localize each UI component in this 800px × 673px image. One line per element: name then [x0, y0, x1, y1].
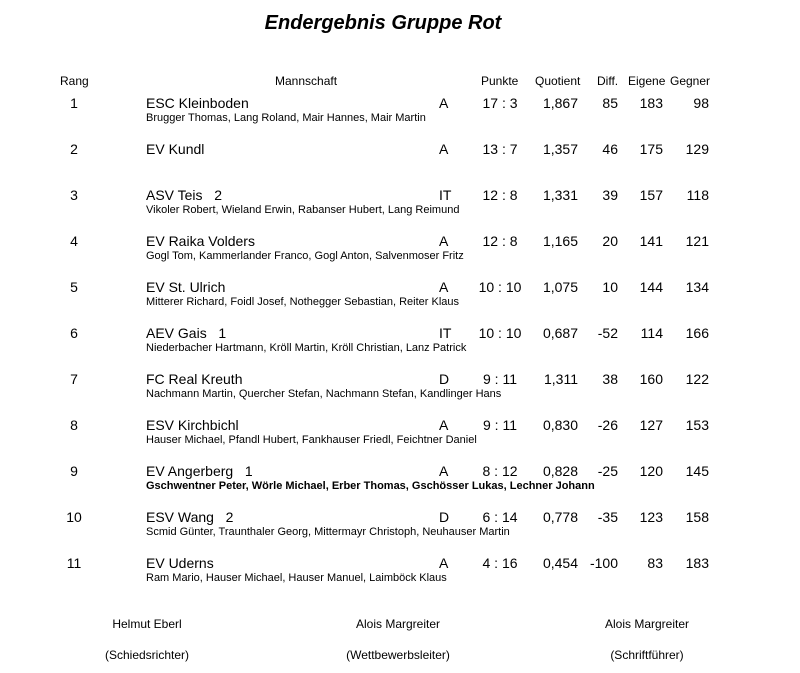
cell-players: Scmid Günter, Traunthaler Georg, Mittermayr Christoph, Neuhauser Martin — [146, 526, 510, 538]
signature-name-1: Helmut Eberl — [112, 617, 182, 631]
cell-quotient: 1,867 — [542, 95, 578, 111]
cell-rang: 9 — [70, 463, 78, 479]
header-rang: Rang — [60, 74, 89, 88]
cell-rang: 10 — [66, 509, 82, 525]
cell-rang: 5 — [70, 279, 78, 295]
cell-punkte: 17 : 3 — [482, 95, 518, 111]
cell-gegner: 129 — [685, 141, 709, 157]
cell-punkte: 10 : 10 — [478, 279, 522, 295]
cell-punkte: 8 : 12 — [482, 463, 518, 479]
cell-country: D — [439, 509, 450, 525]
cell-rang: 8 — [70, 417, 78, 433]
cell-players: Brugger Thomas, Lang Roland, Mair Hannes, Mair Martin — [146, 112, 426, 124]
cell-diff: -100 — [589, 555, 618, 571]
cell-quotient: 0,828 — [542, 463, 578, 479]
cell-gegner: 98 — [693, 95, 709, 111]
cell-gegner: 153 — [685, 417, 709, 433]
header-diff: Diff. — [597, 74, 619, 88]
cell-eigene: 83 — [647, 555, 663, 571]
cell-country: D — [439, 371, 450, 387]
cell-rang: 2 — [70, 141, 78, 157]
header-eigene: Eigene — [628, 74, 666, 88]
cell-quotient: 1,165 — [542, 233, 578, 249]
header-mannschaft: Mannschaft — [275, 74, 338, 88]
cell-diff: 38 — [602, 371, 618, 387]
cell-team-name: EV Kundl — [146, 141, 205, 157]
cell-eigene: 120 — [639, 463, 663, 479]
header-quotient: Quotient — [535, 74, 581, 88]
cell-eigene: 144 — [639, 279, 663, 295]
cell-eigene: 123 — [639, 509, 663, 525]
cell-country: IT — [439, 325, 452, 341]
signature-role-1: (Schiedsrichter) — [104, 648, 190, 662]
cell-diff: -52 — [597, 325, 618, 341]
cell-rang: 7 — [70, 371, 78, 387]
cell-gegner: 134 — [685, 279, 709, 295]
cell-players: Niederbacher Hartmann, Kröll Martin, Kröll Christian, Lanz Patrick — [146, 342, 467, 354]
cell-punkte: 12 : 8 — [482, 187, 518, 203]
cell-diff: 85 — [602, 95, 618, 111]
cell-players: Mitterer Richard, Foidl Josef, Nothegger Sebastian, Reiter Klaus — [146, 296, 460, 308]
cell-punkte: 10 : 10 — [478, 325, 522, 341]
cell-country: A — [439, 279, 449, 295]
cell-punkte: 6 : 14 — [482, 509, 518, 525]
cell-quotient: 0,454 — [542, 555, 578, 571]
cell-gegner: 158 — [685, 509, 709, 525]
cell-eigene: 175 — [639, 141, 663, 157]
page-title: Endergebnis Gruppe Rot — [264, 12, 502, 34]
cell-gegner: 183 — [685, 555, 709, 571]
cell-country: A — [439, 95, 449, 111]
cell-rang: 6 — [70, 325, 78, 341]
cell-eigene: 141 — [639, 233, 663, 249]
cell-eigene: 183 — [639, 95, 663, 111]
signature-role-3: (Schriftführer) — [610, 648, 684, 662]
cell-country: A — [439, 141, 449, 157]
cell-diff: -25 — [597, 463, 618, 479]
cell-team-name: ASV Teis 2 — [146, 187, 223, 203]
cell-players: Gogl Tom, Kammerlander Franco, Gogl Anton, Salvenmoser Fritz — [146, 250, 464, 262]
cell-gegner: 166 — [685, 325, 709, 341]
cell-eigene: 157 — [639, 187, 663, 203]
cell-punkte: 9 : 11 — [483, 371, 517, 387]
cell-players: Nachmann Martin, Quercher Stefan, Nachmann Stefan, Kandlinger Hans — [146, 388, 502, 400]
cell-quotient: 1,311 — [544, 371, 578, 387]
cell-eigene: 160 — [639, 371, 663, 387]
header-gegner: Gegner — [670, 74, 711, 88]
cell-rang: 11 — [66, 555, 82, 571]
cell-diff: -35 — [597, 509, 618, 525]
cell-diff: 10 — [602, 279, 618, 295]
cell-diff: 20 — [602, 233, 618, 249]
cell-country: A — [439, 463, 449, 479]
cell-quotient: 1,075 — [542, 279, 578, 295]
signature-name-2: Alois Margreiter — [355, 617, 441, 631]
cell-rang: 4 — [70, 233, 78, 249]
cell-team-name: EV Angerberg 1 — [146, 463, 253, 479]
cell-country: A — [439, 555, 449, 571]
header-punkte: Punkte — [481, 74, 519, 88]
cell-rang: 3 — [70, 187, 78, 203]
cell-diff: -26 — [597, 417, 618, 433]
cell-team-name: AEV Gais 1 — [146, 325, 227, 341]
cell-team-name: ESV Kirchbichl — [146, 417, 239, 433]
cell-gegner: 121 — [685, 233, 709, 249]
cell-players: Hauser Michael, Pfandl Hubert, Fankhauser Friedl, Feichtner Daniel — [146, 434, 477, 446]
signature-name-3: Alois Margreiter — [604, 617, 690, 631]
cell-players: Gschwentner Peter, Wörle Michael, Erber Thomas, Gschösser Lukas, Lechner Johann — [146, 480, 595, 492]
cell-diff: 46 — [602, 141, 618, 157]
cell-punkte: 13 : 7 — [482, 141, 518, 157]
cell-quotient: 0,778 — [542, 509, 578, 525]
cell-quotient: 0,830 — [542, 417, 578, 433]
cell-team-name: EV Uderns — [146, 555, 214, 571]
cell-team-name: ESV Wang 2 — [146, 509, 234, 525]
cell-players: Ram Mario, Hauser Michael, Hauser Manuel, Laimböck Klaus — [146, 572, 447, 584]
cell-gegner: 145 — [685, 463, 709, 479]
cell-punkte: 12 : 8 — [482, 233, 518, 249]
cell-team-name: FC Real Kreuth — [146, 371, 243, 387]
cell-quotient: 1,331 — [542, 187, 578, 203]
cell-rang: 1 — [70, 95, 78, 111]
signature-role-2: (Wettbewerbsleiter) — [346, 648, 450, 662]
cell-team-name: ESC Kleinboden — [146, 95, 249, 111]
cell-punkte: 4 : 16 — [482, 555, 518, 571]
cell-country: A — [439, 233, 449, 249]
cell-eigene: 114 — [640, 325, 663, 341]
cell-punkte: 9 : 11 — [483, 417, 517, 433]
cell-gegner: 118 — [686, 187, 709, 203]
cell-quotient: 1,357 — [542, 141, 578, 157]
cell-country: A — [439, 417, 449, 433]
cell-eigene: 127 — [639, 417, 663, 433]
cell-country: IT — [439, 187, 452, 203]
cell-gegner: 122 — [685, 371, 709, 387]
cell-players: Vikoler Robert, Wieland Erwin, Rabanser Hubert, Lang Reimund — [146, 204, 460, 216]
cell-diff: 39 — [602, 187, 618, 203]
cell-team-name: EV Raika Volders — [146, 233, 255, 249]
cell-team-name: EV St. Ulrich — [146, 279, 226, 295]
cell-quotient: 0,687 — [542, 325, 578, 341]
